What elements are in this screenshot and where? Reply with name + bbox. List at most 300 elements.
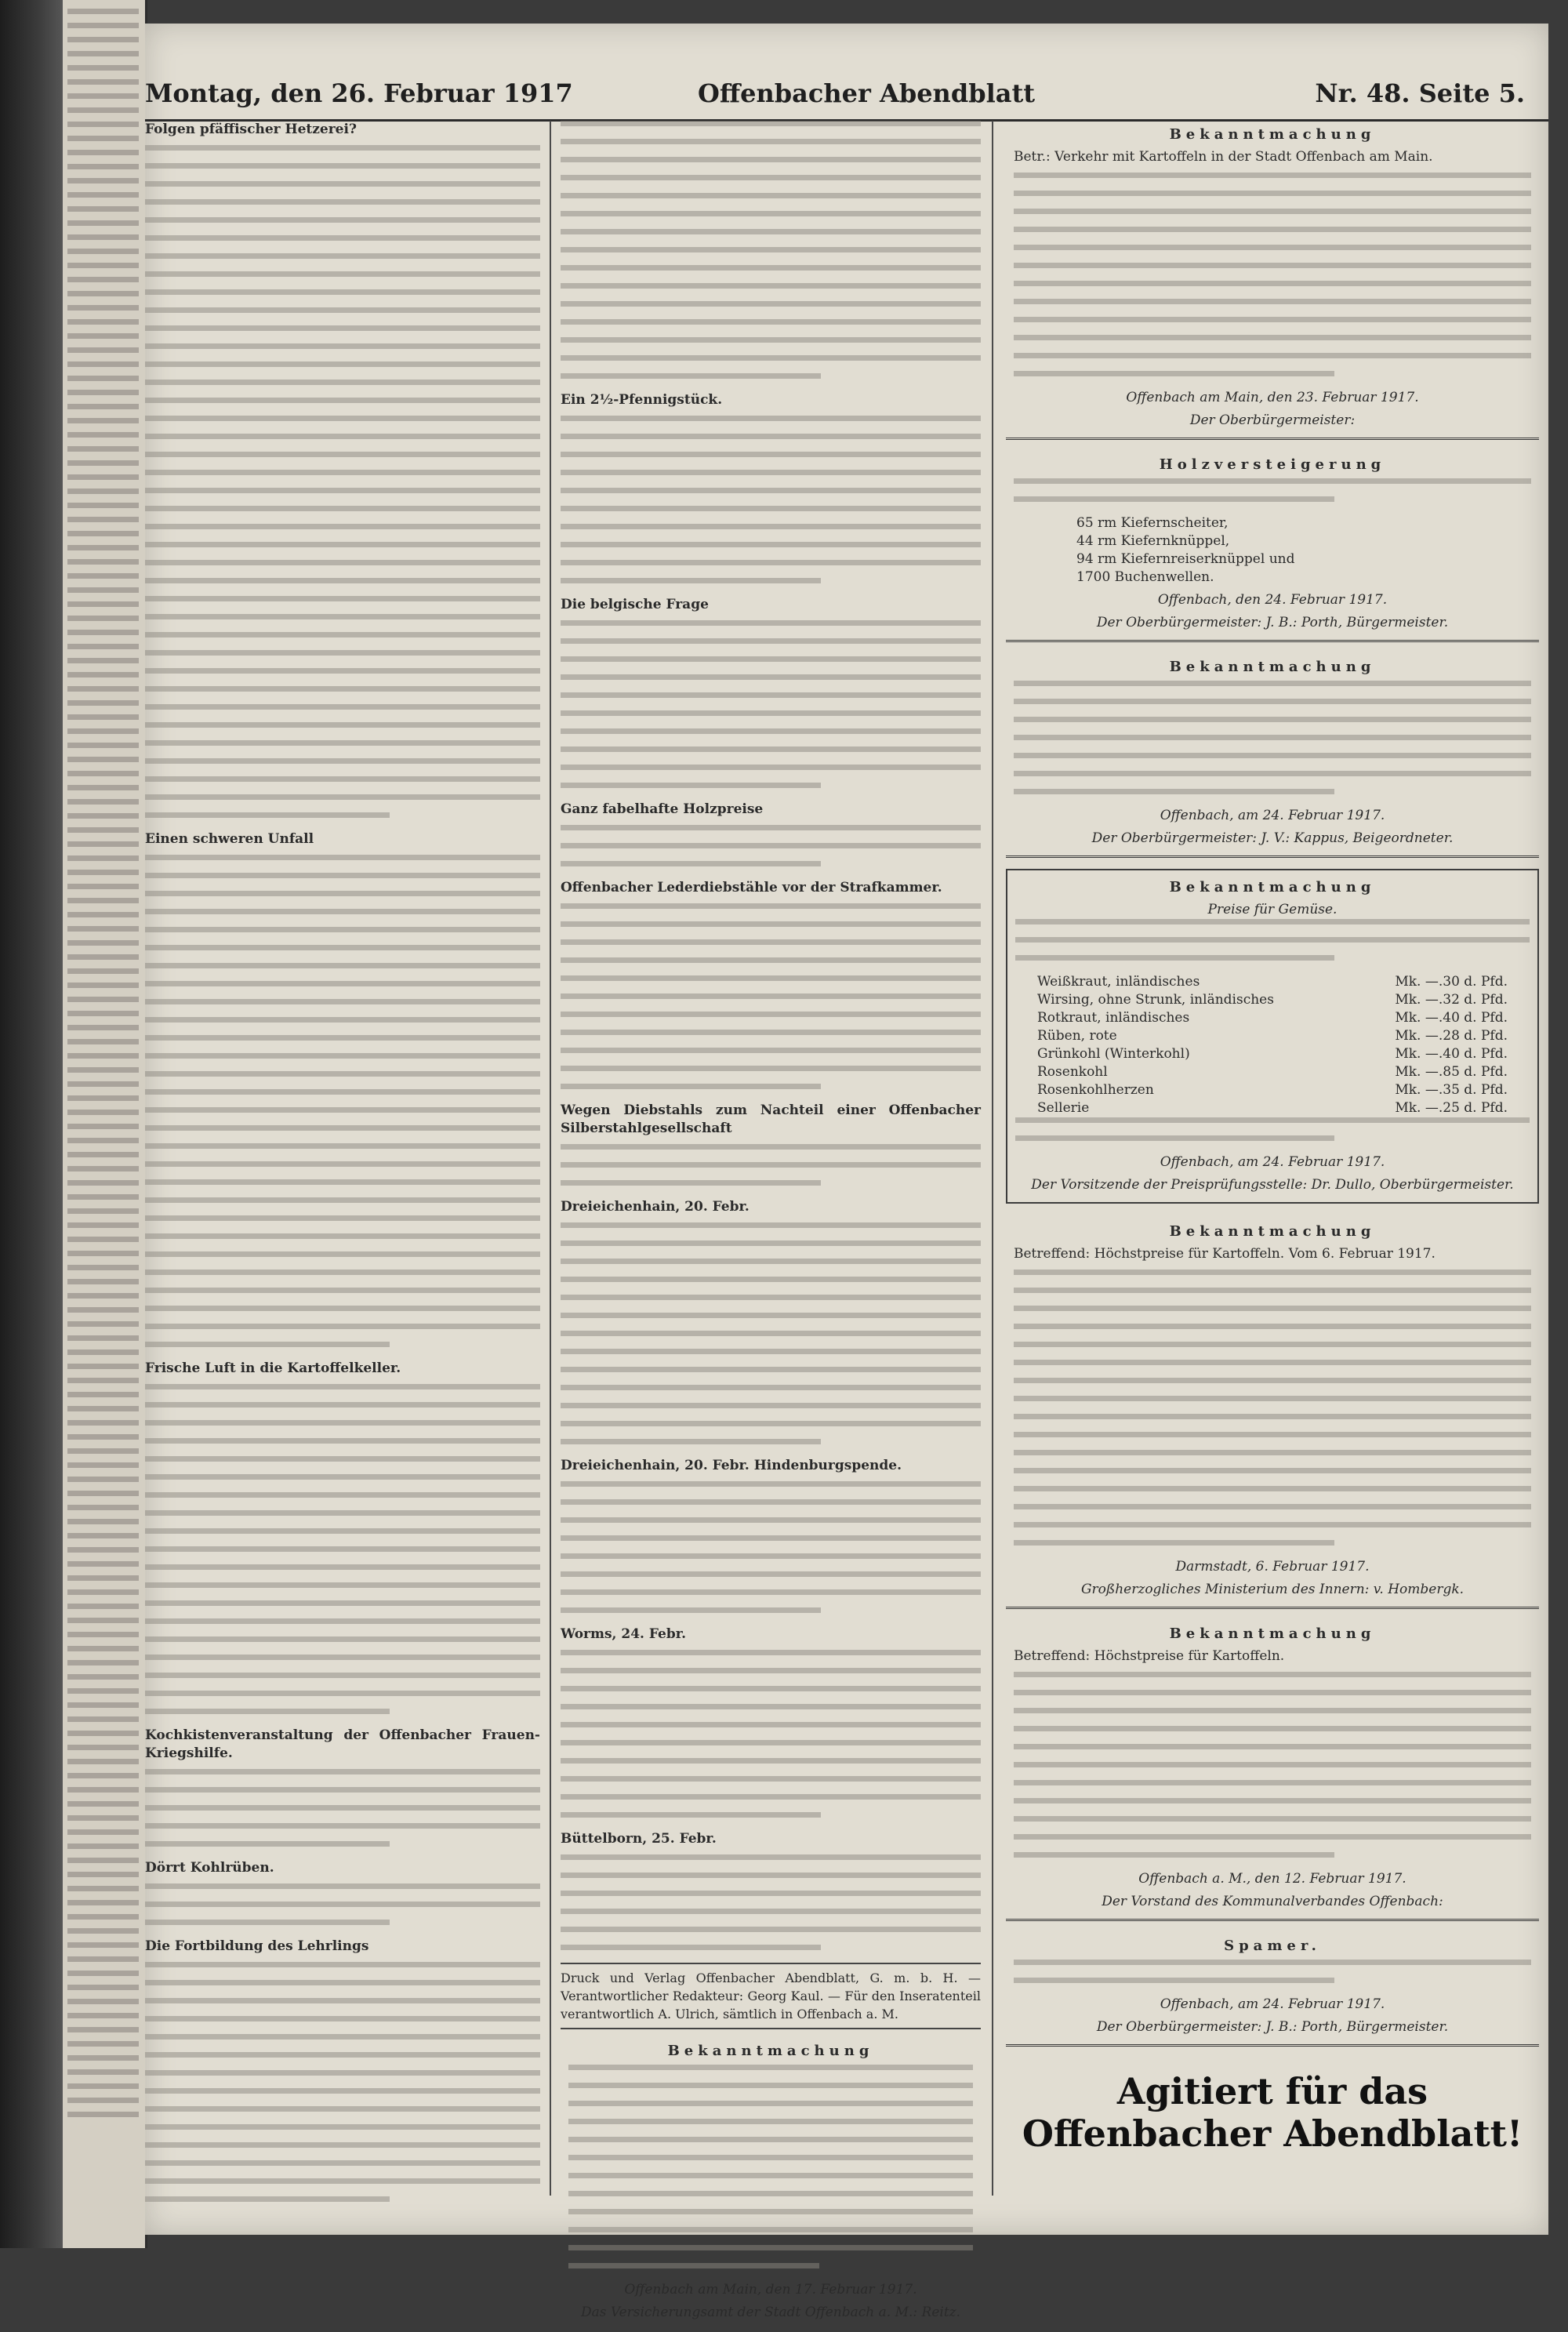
price-item: Rüben, rote: [1037, 1028, 1117, 1044]
text-line: [561, 861, 821, 866]
text-line: [561, 1403, 981, 1408]
text-line: [67, 79, 139, 85]
facing-page-edge: [63, 0, 147, 2248]
text-line: [145, 855, 540, 860]
text-line: [561, 1331, 981, 1336]
article-headline: Dreieichenhain, 20. Febr.: [561, 1199, 750, 1215]
notice-subject: Betr.: Verkehr mit Kartoffeln in der Stadt Offenbach am Main.: [1014, 149, 1433, 165]
wood-item: 94 rm Kiefernreiserknüppel und: [1076, 551, 1295, 567]
text-line: [67, 1900, 139, 1905]
text-line: [67, 206, 139, 212]
text-line: [1014, 173, 1531, 178]
text-line: [561, 921, 981, 927]
notice-place-date: Offenbach, am 24. Februar 1917.: [1160, 808, 1385, 823]
text-line: [67, 517, 139, 522]
text-line: [145, 1546, 540, 1552]
text-line: [145, 1528, 540, 1534]
text-line: [67, 587, 139, 593]
text-line: [67, 1194, 139, 1200]
text-line: [145, 1962, 540, 1967]
text-line: [561, 542, 981, 547]
text-line: [561, 1891, 981, 1896]
text-line: [145, 2052, 540, 2058]
text-line: [67, 192, 139, 198]
text-line: [561, 1517, 981, 1523]
text-line: [67, 1434, 139, 1440]
text-line: [145, 217, 540, 223]
text-line: [67, 1745, 139, 1750]
text-line: [561, 283, 981, 289]
text-line: [561, 825, 981, 830]
text-line: [67, 757, 139, 762]
text-line: [67, 658, 139, 663]
text-line: [145, 2142, 540, 2148]
text-line: [67, 1519, 139, 1524]
text-line: [568, 2065, 973, 2070]
text-line: [145, 1823, 540, 1829]
text-line: [561, 265, 981, 271]
text-line: [561, 1704, 981, 1709]
notice-signature: Der Oberbürgermeister:: [1189, 412, 1356, 428]
notice-spamer: [1006, 1932, 1539, 2047]
text-line: [67, 178, 139, 183]
text-line: [561, 1048, 981, 1053]
text-line: [67, 1208, 139, 1214]
text-line: [561, 1313, 981, 1318]
notice-body: [1014, 173, 1531, 376]
text-line: [1014, 1744, 1531, 1749]
text-line: [145, 1618, 540, 1624]
text-line: [561, 1909, 981, 1914]
text-line: [568, 2083, 973, 2088]
text-line: [67, 1971, 139, 1976]
text-line: [145, 1787, 540, 1793]
text-line: [1015, 919, 1530, 924]
text-line: [145, 145, 540, 151]
notice-place-date: Offenbach, am 24. Februar 1917.: [1160, 1996, 1385, 2012]
wood-item: 65 rm Kiefernscheiter,: [1076, 515, 1229, 531]
text-line: [67, 1773, 139, 1778]
wood-item: 44 rm Kiefernknüppel,: [1076, 533, 1230, 549]
text-line: [145, 1709, 390, 1714]
text-line: [145, 1324, 540, 1329]
text-line: [67, 1604, 139, 1609]
text-line: [67, 1067, 139, 1073]
text-line: [67, 376, 139, 381]
text-line: [145, 1456, 540, 1462]
text-line: [67, 841, 139, 847]
text-line: [561, 578, 821, 583]
text-line: [145, 1998, 540, 2003]
text-line: [1014, 1450, 1531, 1455]
price-row: [1015, 1063, 1530, 1081]
article: [561, 1198, 981, 1216]
text-line: [561, 656, 981, 662]
text-line: [561, 1385, 981, 1390]
text-line: [561, 157, 981, 162]
text-line: [67, 827, 139, 833]
text-line: [561, 1927, 981, 1932]
masthead-issue: Nr. 48. Seite 5.: [1315, 78, 1525, 108]
text-line: [561, 121, 981, 126]
text-line: [145, 704, 540, 710]
notice-body: [1015, 1117, 1530, 1141]
text-line: [67, 23, 139, 28]
text-line: [67, 545, 139, 550]
text-line: [1014, 1468, 1531, 1473]
text-line: [561, 452, 981, 457]
text-line: [145, 614, 540, 619]
column-1: [145, 121, 540, 2235]
text-line: [67, 234, 139, 240]
text-line: [145, 1071, 540, 1077]
text-line: [145, 812, 390, 818]
text-line: [67, 1222, 139, 1228]
text-line: [568, 2155, 973, 2160]
text-line: [67, 1406, 139, 1411]
text-line: [67, 1533, 139, 1538]
column-rule: [992, 121, 993, 2196]
notice-potato-maxprices-local: [1006, 1620, 1539, 1921]
text-line: [145, 632, 540, 637]
text-line: [145, 1107, 540, 1113]
article: [145, 121, 540, 139]
text-line: [1014, 1306, 1531, 1311]
text-line: [561, 301, 981, 307]
article-headline: Die belgische Frage: [561, 597, 709, 612]
text-line: [1014, 1486, 1531, 1491]
text-line: [1014, 227, 1531, 232]
text-line: [561, 638, 981, 644]
text-line: [561, 1535, 981, 1541]
text-line: [561, 1295, 981, 1300]
text-line: [1014, 1798, 1531, 1803]
text-line: [67, 1801, 139, 1807]
text-line: [561, 939, 981, 945]
text-line: [145, 1600, 540, 1606]
text-line: [561, 488, 981, 493]
text-line: [1014, 1522, 1531, 1527]
article-body: [561, 1854, 981, 1950]
text-line: [67, 1843, 139, 1849]
text-line: [67, 2055, 139, 2061]
notice-body: [1015, 919, 1530, 961]
text-line: [561, 957, 981, 963]
text-line: [1014, 1342, 1531, 1347]
text-line: [67, 884, 139, 889]
text-line: [145, 1179, 540, 1185]
text-line: [145, 361, 540, 367]
text-line: [67, 1166, 139, 1171]
text-line: [561, 783, 821, 788]
text-line: [145, 668, 540, 674]
text-line: [145, 740, 540, 746]
text-line: [145, 758, 540, 764]
text-line: [67, 1025, 139, 1030]
text-line: [67, 1335, 139, 1341]
text-line: [67, 686, 139, 692]
text-line: [561, 1553, 981, 1559]
text-line: [67, 1999, 139, 2004]
text-line: [67, 1265, 139, 1270]
article-headline: Büttelborn, 25. Febr.: [561, 1831, 717, 1847]
text-line: [67, 700, 139, 706]
article-body: [145, 855, 540, 1347]
text-line: [67, 813, 139, 819]
price-value: Mk. —.35 d. Pfd.: [1395, 1082, 1508, 1098]
text-line: [67, 1632, 139, 1637]
text-line: [145, 2070, 540, 2076]
text-line: [67, 418, 139, 423]
text-line: [1014, 1672, 1531, 1677]
text-line: [145, 1017, 540, 1023]
text-line: [67, 644, 139, 649]
text-line: [561, 139, 981, 144]
text-line: [67, 1886, 139, 1891]
text-line: [67, 743, 139, 748]
text-line: [145, 1841, 390, 1847]
text-line: [67, 1829, 139, 1835]
text-line: [145, 181, 540, 187]
text-line: [1014, 1852, 1334, 1858]
text-line: [67, 1815, 139, 1821]
text-line: [561, 765, 981, 770]
text-line: [67, 1251, 139, 1256]
text-line: [1014, 1960, 1531, 1965]
text-line: [67, 122, 139, 127]
text-line: [145, 542, 540, 547]
text-line: [1014, 245, 1531, 250]
text-line: [145, 1582, 540, 1588]
article-headline: Wegen Diebstahls zum Nachteil einer Offenbacher Silberstahlgesellschaft: [561, 1102, 981, 1136]
text-line: [561, 843, 981, 848]
text-line: [561, 674, 981, 680]
text-line: [145, 1883, 540, 1889]
text-line: [67, 107, 139, 113]
text-line: [145, 1306, 540, 1311]
text-line: [1014, 1378, 1531, 1383]
text-line: [561, 1222, 981, 1228]
text-line: [67, 559, 139, 565]
article: [561, 1457, 981, 1475]
text-line: [67, 390, 139, 395]
text-line: [67, 1985, 139, 1990]
text-line: [145, 2088, 540, 2094]
notice-potato-maxprices: [1006, 1218, 1539, 1609]
masthead: [145, 72, 1548, 122]
price-item: Weißkraut, inländisches: [1037, 974, 1200, 990]
text-line: [1014, 496, 1334, 502]
text-line: [561, 1349, 981, 1354]
text-line: [145, 1251, 540, 1257]
text-line: [568, 2227, 973, 2232]
notice-place-date: Offenbach a. M., den 12. Februar 1917.: [1138, 1871, 1406, 1887]
text-line: [145, 1161, 540, 1167]
text-line: [67, 333, 139, 339]
article-headline: Kochkistenveranstaltung der Offenbacher Frauen-Kriegshilfe.: [145, 1727, 540, 1761]
text-line: [145, 434, 540, 439]
text-line: [561, 620, 981, 626]
article-body: [561, 1144, 981, 1186]
text-line: [1015, 1117, 1530, 1123]
text-line: [1014, 1708, 1531, 1713]
text-line: [67, 1759, 139, 1764]
text-line: [67, 2083, 139, 2089]
text-line: [1014, 371, 1334, 376]
text-line: [67, 940, 139, 946]
article-headline: Einen schweren Unfall: [145, 831, 314, 847]
text-line: [145, 2178, 540, 2184]
text-line: [145, 1510, 540, 1516]
text-line: [67, 446, 139, 452]
text-line: [145, 1673, 540, 1678]
text-line: [561, 319, 981, 325]
text-line: [1014, 1288, 1531, 1293]
text-line: [145, 1053, 540, 1059]
text-line: [67, 291, 139, 296]
text-line: [145, 524, 540, 529]
text-line: [561, 175, 981, 180]
text-line: [67, 51, 139, 56]
text-line: [145, 2016, 540, 2021]
notice-place-date: Offenbach am Main, den 23. Februar 1917.: [1126, 390, 1419, 405]
text-line: [145, 470, 540, 475]
text-line: [1014, 1726, 1531, 1731]
text-line: [67, 2041, 139, 2047]
text-line: [1014, 209, 1531, 214]
text-line: [145, 981, 540, 986]
text-line: [145, 1288, 540, 1293]
text-line: [561, 1668, 981, 1673]
text-line: [561, 211, 981, 216]
notice-title: Bekanntmachung: [667, 2043, 874, 2059]
article: [145, 1938, 540, 1956]
text-line: [67, 1180, 139, 1186]
text-line: [561, 1794, 981, 1800]
text-line: [67, 1462, 139, 1468]
text-line: [561, 1162, 981, 1168]
text-line: [145, 343, 540, 349]
text-line: [561, 1084, 821, 1089]
text-line: [67, 1787, 139, 1793]
text-line: [145, 927, 540, 932]
price-item: Rotkraut, inländisches: [1037, 1010, 1190, 1026]
price-value: Mk. —.85 d. Pfd.: [1395, 1064, 1508, 1080]
text-line: [561, 1854, 981, 1860]
masthead-date: Montag, den 26. Februar 1917: [145, 78, 573, 108]
text-line: [145, 271, 540, 277]
text-line: [67, 672, 139, 677]
article-headline: Ein 2½-Pfennigstück.: [561, 392, 723, 408]
text-line: [67, 1420, 139, 1426]
text-line: [561, 470, 981, 475]
notice-place-date: Darmstadt, 6. Februar 1917.: [1175, 1559, 1370, 1575]
article-headline: Die Fortbildung des Lehrlings: [145, 1938, 369, 1954]
text-line: [67, 601, 139, 607]
text-line: [145, 1980, 540, 1985]
text-line: [145, 1655, 540, 1660]
article: [145, 830, 540, 848]
text-line: [561, 1066, 981, 1071]
text-line: [561, 1607, 821, 1613]
text-line: [67, 1081, 139, 1087]
price-row: [1015, 1045, 1530, 1063]
text-line: [67, 249, 139, 254]
text-line: [561, 1812, 821, 1818]
text-line: [67, 489, 139, 494]
imprint: Druck und Verlag Offenbacher Abendblatt, G. m. b. H. — Verantwortlicher Redakteur: Georg Kaul. — Für den Inseratenteil verantwortlich A. Ulrich, sämtlich in Offenbach a. M.: [561, 1963, 981, 2029]
text-line: [145, 488, 540, 493]
text-line: [67, 93, 139, 99]
notice-signature: Der Oberbürgermeister: J. B.: Porth, Bürgermeister.: [1096, 2019, 1449, 2035]
text-line: [145, 999, 540, 1004]
text-line: [67, 1688, 139, 1694]
price-row: [1015, 991, 1530, 1009]
price-value: Mk. —.30 d. Pfd.: [1395, 974, 1508, 990]
text-line: [1014, 1432, 1531, 1437]
text-line: [568, 2101, 973, 2106]
text-line: [145, 1215, 540, 1221]
text-line: [67, 1237, 139, 1242]
text-line: [1015, 1135, 1334, 1141]
text-line: [145, 452, 540, 457]
price-row: [1015, 1027, 1530, 1045]
text-line: [145, 776, 540, 782]
text-line: [1014, 263, 1531, 268]
text-line: [145, 416, 540, 421]
text-line: [67, 37, 139, 42]
text-line: [67, 785, 139, 790]
text-line: [561, 1439, 821, 1444]
text-line: [145, 1769, 540, 1774]
price-row: [1015, 1081, 1530, 1099]
text-line: [67, 1152, 139, 1157]
text-line: [145, 1402, 540, 1408]
text-line: [67, 277, 139, 282]
text-line: [67, 997, 139, 1002]
text-line: [145, 1920, 390, 1925]
text-line: [1014, 1780, 1531, 1785]
text-line: [568, 2245, 973, 2250]
text-line: [561, 728, 981, 734]
text-line: [67, 1716, 139, 1722]
text-line: [67, 630, 139, 635]
text-line: [67, 503, 139, 508]
text-line: [145, 235, 540, 241]
text-line: [561, 746, 981, 752]
text-line: [67, 1477, 139, 1482]
text-line: [67, 898, 139, 903]
text-line: [67, 2098, 139, 2103]
notice-subject: Betreffend: Höchstpreise für Kartoffeln. Vom 6. Februar 1917.: [1014, 1246, 1436, 1262]
text-line: [1014, 335, 1531, 340]
text-line: [145, 560, 540, 565]
text-line: [145, 1233, 540, 1239]
notice-signature: Der Oberbürgermeister: J. V.: Kappus, Beigeordneter.: [1091, 830, 1454, 846]
text-line: [145, 1438, 540, 1444]
text-line: [145, 1035, 540, 1041]
text-line: [561, 710, 981, 716]
notice-body: [1014, 1960, 1531, 1983]
notice-wood-auction: [1006, 451, 1539, 642]
text-line: [561, 337, 981, 343]
text-line: [145, 325, 540, 331]
text-line: [561, 506, 981, 511]
text-line: [1015, 937, 1530, 943]
text-line: [67, 1364, 139, 1369]
text-line: [67, 432, 139, 438]
price-item: Grünkohl (Winterkohl): [1037, 1046, 1190, 1062]
